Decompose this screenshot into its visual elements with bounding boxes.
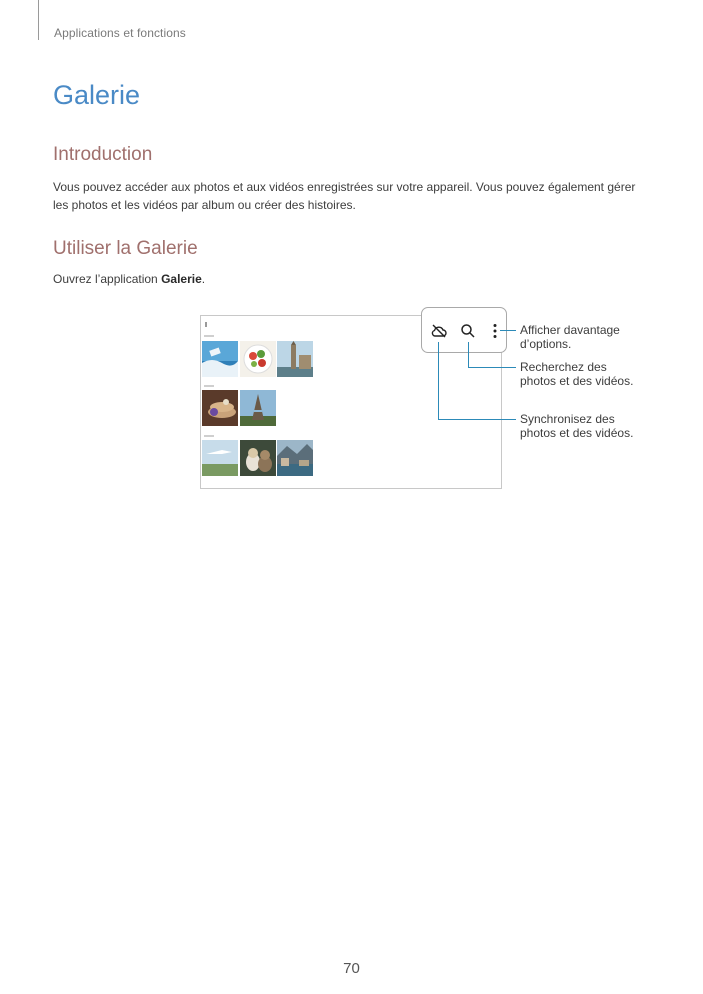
callout-sync-line2: photos et des vidéos. [520,426,634,440]
page-title: Galerie [53,80,141,110]
more-options-icon[interactable] [486,322,504,340]
usage-heading: Utiliser la Galerie [53,238,198,259]
callout-search-line1: Recherchez des [520,360,607,374]
introduction-text-line-2: les photos et les vidéos par album ou créer des histoires. [53,198,356,212]
photo-thumbnail[interactable] [240,341,276,377]
callout-sync [520,412,690,440]
photo-thumbnail[interactable] [277,341,313,377]
photo-thumbnail[interactable] [277,440,313,476]
photo-thumbnail[interactable] [202,390,238,426]
open-app-name: Galerie [161,272,202,286]
introduction-heading: Introduction [53,144,153,165]
leader-line-more-options [500,330,516,331]
screen-menu-dot [205,322,207,327]
leader-line-search-horizontal [468,367,516,368]
introduction-text-line-1: Vous pouvez accéder aux photos et aux vidéos enregistrées sur votre appareil. Vous pouvez également gérer [53,180,636,194]
introduction-text [53,178,663,214]
callout-more-options [520,323,690,351]
album-label [204,385,214,387]
photo-thumbnail[interactable] [202,341,238,377]
page-number: 70 [343,960,360,977]
callout-sync-line1: Synchronisez des [520,412,615,426]
open-app-suffix: . [201,272,206,286]
album-label [204,335,214,337]
callout-more-options-line2: d’options. [520,337,572,351]
photo-thumbnail[interactable] [240,390,276,426]
callout-search [520,360,690,388]
header-section-title: Applications et fonctions [54,26,186,40]
leader-line-sync-vertical [438,342,439,419]
search-icon[interactable] [459,322,477,340]
open-app-instruction [53,270,663,288]
toolbar-callout-box [421,307,507,353]
leader-line-sync-horizontal [438,419,516,420]
open-app-prefix: Ouvrez l’application [53,272,162,286]
callout-search-line2: photos et des vidéos. [520,374,634,388]
leader-line-search-vertical [468,342,469,367]
album-label [204,435,214,437]
callout-more-options-line1: Afficher davantage [520,323,620,337]
header-rule [38,0,39,40]
photo-thumbnail[interactable] [240,440,276,476]
photo-thumbnail[interactable] [202,440,238,476]
cloud-off-icon[interactable] [430,322,448,340]
